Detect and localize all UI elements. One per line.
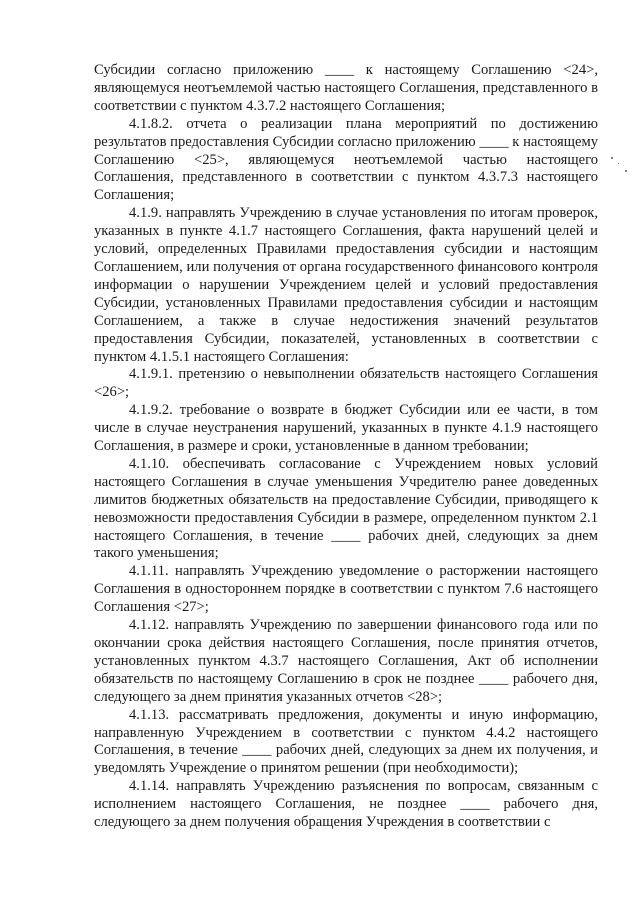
- paragraph-4-1-12: 4.1.12. направлять Учреждению по завершении финансового года или по окончании срока действия настоящего Соглашения, после принятия отчетов, установленных пунктом 4.3.7 настоящего Соглашения, Акт об исполнении обязательств по настоящему Соглашению в срок не позднее ____ рабочего дня, следующего за днем принятия указанных отчетов <28>;: [94, 617, 598, 705]
- scan-speck: [611, 157, 613, 159]
- paragraph-4-1-13: 4.1.13. рассматривать предложения, документы и иную информацию, направленную Учреждением в соответствии с пунктом 4.4.2 настоящего Соглашения, в течение ____ рабочих дней, следующих за днем их получения, и уведомлять Учреждение о принятом решении (при необходимости);: [94, 706, 598, 777]
- paragraph-4-1-9-1: 4.1.9.1. претензию о невыполнении обязательств настоящего Соглашения <26>;: [94, 366, 598, 401]
- paragraph-4-1-11: 4.1.11. направлять Учреждению уведомление о расторжении настоящего Соглашения в одностороннем порядке в соответствии с пунктом 7.6 настоящего Соглашения <27>;: [94, 563, 598, 616]
- document-body: [94, 62, 598, 832]
- paragraph-4-1-14: 4.1.14. направлять Учреждению разъяснения по вопросам, связанным с исполнением настоящего Соглашения, не позднее ____ рабочего дня, следующего за днем получения обращения Учреждения в соответствии с: [94, 778, 598, 831]
- paragraph-4-1-9: 4.1.9. направлять Учреждению в случае установления по итогам проверок, указанных в пункте 4.1.7 настоящего Соглашения, факта нарушений целей и условий, определенных Правилами предоставления субсидии и настоящим Соглашением, или получения от органа государственного финансового контроля информации о нарушении Учреждением целей и условий предоставления Субсидии, установленных Правилами предоставления субсидии и настоящим Соглашением, а также в случае недостижения значений результатов предоставления Субсидии, показателей, установленных в соответствии с пунктом 4.1.5.1 настоящего Соглашения:: [94, 205, 598, 365]
- scan-speck: [618, 163, 619, 164]
- paragraph-4-1-8-2: 4.1.8.2. отчета о реализации плана мероприятий по достижению результатов предоставления Субсидии согласно приложению ____ к настоящему Соглашению <25>, являющемуся неотъемлемой частью настоящего Соглашения, представленного в соответствии с пунктом 4.3.7.3 настоящего Соглашения;: [94, 115, 598, 204]
- scan-speck: [625, 170, 627, 172]
- paragraph-4-1-9-2: 4.1.9.2. требование о возврате в бюджет Субсидии или ее части, в том числе в случае неустранения нарушений, указанных в пункте 4.1.9 настоящего Соглашения, в размере и сроки, установленные в данном требовании;: [94, 402, 598, 455]
- paragraph-4-1-10: 4.1.10. обеспечивать согласование с Учреждением новых условий настоящего Соглашения в случае уменьшения Учредителю ранее доведенных лимитов бюджетных обязательств на предоставление Субсидии, приводящего к невозможности предоставления Субсидии в размере, определенном пунктом 2.1 настоящего Соглашения, в течение ____ рабочих дней, следующих за днем такого уменьшения;: [94, 455, 598, 562]
- paragraph-subsidy-appendix-24: Субсидии согласно приложению ____ к настоящему Соглашению <24>, являющемуся неотъемлемой частью настоящего Соглашения, представленного в соответствии с пунктом 4.3.7.2 настоящего Соглашения;: [94, 62, 598, 114]
